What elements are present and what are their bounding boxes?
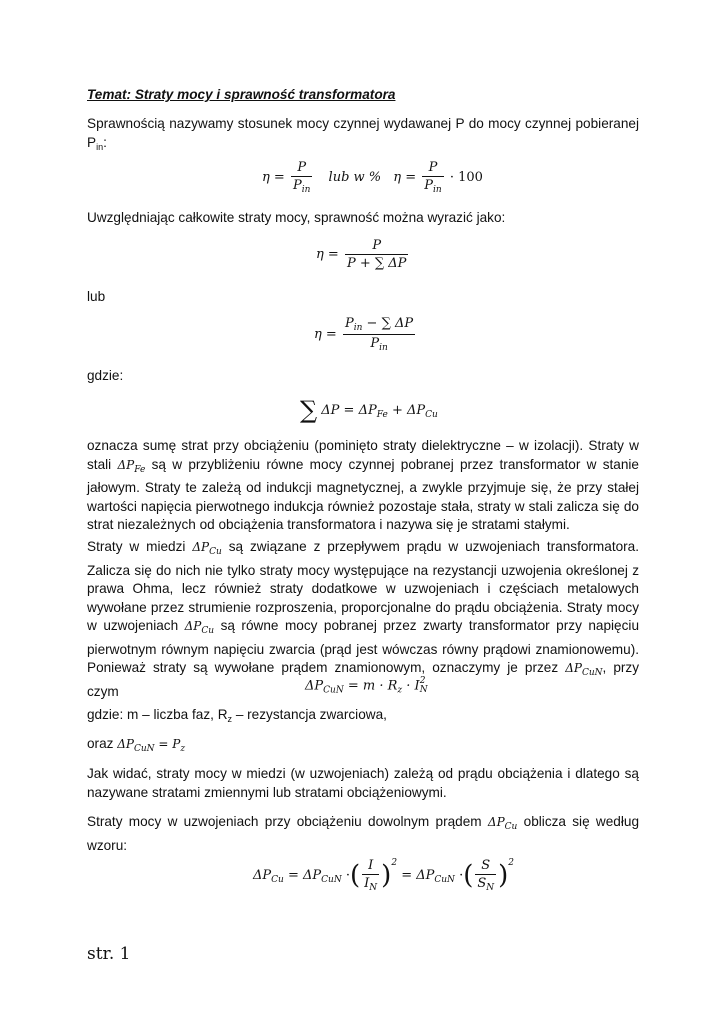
subscript: Fe — [134, 464, 146, 475]
equation-load-copper-losses: $\Delta P_{Cu} = \Delta P_{CuN}$ ·( $\frac{I}{I_N}$ )$^2 = \Delta P_{CuN}$ ·( $\frac{S}{S_N}$ )$^2$ — [253, 858, 515, 893]
paragraph-total-losses: Uwzględniając całkowite straty mocy, sprawność można wyrazić jako: — [87, 210, 506, 225]
math-inline — [565, 661, 603, 678]
den-text: P — [370, 336, 380, 351]
sum-symbol: ∑ — [300, 396, 318, 424]
den-text: I — [364, 876, 370, 891]
paragraph-text: oraz — [87, 736, 114, 751]
paragraph-text: , przy czym — [87, 660, 640, 699]
fraction — [422, 160, 443, 195]
eq-symbol: η = — [262, 170, 285, 185]
paragraph-text: są w przybliżeniu równe mocy czynnej pobranej przez transformator w stanie jałowym. Straty te zależą od indukcji magnetycznej, a zwykle przyjmuje się, że przy stałej wartości napięcia pierwotnego indukcja również pozostaje stała, straty w stali zalicza się do strat niezależnych od obciążenia transformatora i nazywa się je stratami stałymi. — [87, 456, 639, 532]
text-gdzie: gdzie: — [87, 368, 124, 383]
subscript: Cu — [209, 547, 222, 557]
page-title: Temat: Straty mocy i sprawność transformatora — [87, 87, 396, 102]
numerator: P — [372, 238, 382, 253]
superscript: 2 — [508, 858, 515, 868]
math-inline — [192, 540, 222, 557]
paragraph-any-current — [87, 813, 639, 855]
den-text: S — [477, 876, 487, 891]
math-inline — [117, 737, 186, 754]
eq-symbol: η = — [316, 247, 339, 262]
num-text: P — [344, 316, 354, 331]
denominator — [343, 334, 415, 353]
equation-efficiency-input — [314, 316, 417, 353]
fraction — [362, 858, 379, 893]
numerator: P — [428, 160, 438, 175]
paragraph-text: Sprawnością nazywamy stosunek mocy czynnej wydawanej P do mocy czynnej pobieranej P — [87, 116, 639, 150]
subscript: CuN — [581, 668, 603, 678]
subscript: z — [227, 714, 233, 724]
math-symbol: ΔP — [117, 737, 134, 751]
equation-efficiency — [262, 160, 483, 195]
eq-text: · I — [406, 678, 420, 694]
paragraph-text: : — [103, 134, 107, 150]
paragraph-text: – rezystancja zwarciowa, — [235, 707, 387, 722]
subscript: Cu — [201, 626, 215, 636]
den-text: P — [292, 178, 302, 193]
math-inline — [184, 619, 215, 636]
eq-text: = ΔP — [287, 868, 322, 883]
numerator: I — [368, 858, 374, 873]
equation-rated-copper-losses — [305, 677, 428, 696]
math-symbol: ΔP — [117, 457, 135, 472]
paragraph-text: oznacza sumę strat przy obciążeniu (pominięto straty dielektryczne – w izolacji). Straty w stali — [87, 438, 639, 472]
subscript: N — [369, 883, 378, 893]
paragraph-oraz — [87, 735, 639, 759]
eq-text: ΔP — [305, 678, 324, 694]
superscript: 2 — [391, 858, 398, 868]
eq-text: ΔP — [253, 868, 272, 883]
numerator — [343, 316, 415, 334]
den-text: P — [424, 178, 434, 193]
eq-text: lub w % — [328, 170, 382, 185]
page-number: str. 1 — [87, 944, 131, 964]
math-inline — [487, 815, 518, 832]
fraction — [475, 858, 496, 893]
subscript: in — [353, 323, 363, 333]
paragraph-variable-losses: Jak widać, straty mocy w miedzi (w uzwojeniach) zależą od prądu obciążenia i dlatego są nazywane stratami zmiennymi lub stratami obciążeniowymi. — [87, 766, 639, 800]
eq-text: + ΔP — [391, 403, 426, 418]
eq-text: = ΔP — [401, 868, 435, 883]
denominator: P + ∑ ΔP — [346, 256, 407, 271]
math-symbol: = P — [158, 737, 181, 751]
eq-symbol: η = — [314, 327, 337, 342]
denominator — [475, 874, 496, 893]
paragraph-text: gdzie: m – liczba faz, R — [87, 707, 228, 722]
denominator — [422, 176, 443, 195]
subscript: CuN — [323, 685, 344, 696]
subscript: in — [379, 343, 388, 353]
fraction — [345, 238, 408, 271]
subscript: in — [96, 141, 104, 152]
paragraph-text: Straty w miedzi — [87, 539, 186, 554]
eq-text: · 100 — [449, 170, 483, 185]
eq-text: = m · R — [347, 678, 398, 694]
paragraph-text: są związane z przepływem prądu w uzwojeniach transformatora. Zalicza się do nich nie tylko straty mocy występujące na rezystancji uzwojenia określonej z prawa Ohma, lecz również straty dodatkowe w uzwojeniach i częściach metalowych wywołane przez strumienie rozproszenia, proporcjonalne do prądu obciążenia. Straty mocy w uzwojeniach — [87, 539, 640, 633]
math-symbol: ΔP — [565, 661, 582, 675]
superscript: 2 — [419, 676, 426, 686]
subscript: Fe — [376, 410, 388, 420]
eq-text: · — [345, 868, 350, 883]
numerator: P — [297, 160, 307, 175]
text-lub: lub — [87, 289, 106, 304]
num-text: − ∑ ΔP — [366, 316, 414, 331]
sup-sub-stack — [420, 677, 428, 695]
subscript: Cu — [271, 875, 284, 885]
subscript: Cu — [425, 410, 438, 420]
eq-symbol: η = — [393, 170, 417, 185]
subscript: CuN — [321, 875, 342, 885]
numerator: S — [481, 858, 491, 873]
subscript: z — [397, 685, 403, 696]
paragraph-text: Straty mocy w uzwojeniach przy obciążeniu dowolnym prądem — [87, 814, 482, 829]
subscript: CuN — [133, 744, 155, 754]
paragraph-iron-losses — [87, 437, 639, 535]
paragraph-where-phases — [87, 706, 639, 729]
eq-text: ΔP = ΔP — [321, 403, 377, 418]
subscript: N — [486, 883, 495, 893]
subscript: z — [180, 744, 186, 754]
paragraph-definition — [87, 115, 639, 156]
subscript: N — [419, 685, 428, 695]
math-symbol: ΔP — [192, 540, 210, 554]
subscript: CuN — [434, 875, 455, 885]
paragraph-text: są równe mocy pobranej przez zwarty transformator przy napięciu pierwotnym równym napięciu zwarcia (prąd jest wówczas równy prądowi znamionowemu). Ponieważ straty są wywołane prądem znamionowym, oznaczymy je przez — [87, 618, 639, 675]
equation-efficiency-losses — [316, 238, 410, 271]
paragraph-text: oblicza się według wzoru: — [87, 814, 640, 853]
eq-text: · — [459, 868, 464, 883]
math-symbol: ΔP — [184, 619, 202, 633]
subscript: in — [301, 185, 311, 195]
math-symbol: ΔP — [487, 815, 505, 829]
denominator — [362, 874, 379, 893]
math-inline — [117, 457, 146, 475]
equation-sum-losses — [300, 396, 438, 424]
subscript: in — [433, 185, 442, 195]
subscript: Cu — [504, 822, 518, 832]
denominator — [291, 176, 312, 195]
fraction — [343, 316, 415, 353]
fraction — [291, 160, 312, 195]
